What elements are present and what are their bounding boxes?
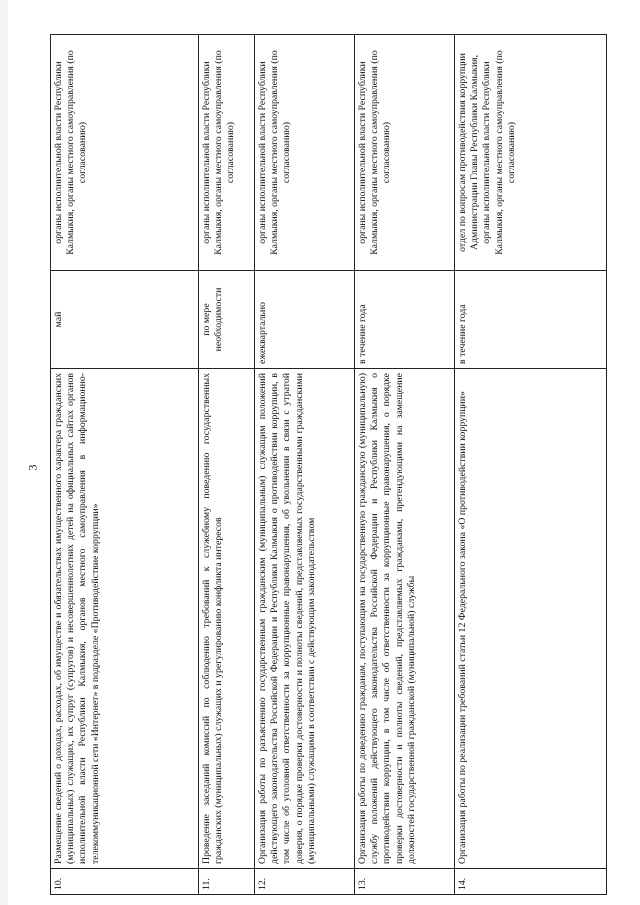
rotated-table-container (50, 35, 606, 895)
measure-description: Организация работы по реализации требований статьи 12 Федерального закона «О противодействии коррупции» (455, 369, 607, 869)
measure-description: Организация работы по разъяснению государственным гражданским (муниципальным) служащим положений действующего законодательства Российской Федерации и Республики Калмыкия о противодействии коррупции, в том числе об уголовной ответственности за коррупционные правонарушения, об увольнении в связи с утратой доверия, о порядке проверки достоверности и полноты сведений, представляемых государственными гражданскими (муниципальными) служащими в соответствии с действующим законодательством (255, 369, 355, 869)
row-number: 12. (255, 869, 355, 895)
table-row (255, 35, 355, 895)
measure-executor: отдел по вопросам противодействия коррупции Администрации Главы Республики Калмыкия, органы исполнительной власти Республики Калмыкия, органы местного самоуправления (по согласованию) (455, 35, 607, 271)
table-row (455, 35, 607, 895)
measure-executor: органы исполнительной власти Республики Калмыкия, органы местного самоуправления (по согласованию) (255, 35, 355, 271)
row-number: 10. (51, 869, 199, 895)
measure-term: май (51, 271, 199, 369)
measure-executor: органы исполнительной власти Республики Калмыкия, органы местного самоуправления (по согласованию) (51, 35, 199, 271)
page-number: 3 (25, 464, 40, 471)
table-row (51, 35, 199, 895)
measure-term: в течение года (455, 271, 607, 369)
measure-description: Организация работы по доведению гражданам, поступающим на государственную гражданскую (муниципальную) службу положений действующего законодательства Российской Федерации и Республики Калмыкия о противодействии коррупции, в том числе об ответственности за коррупционные правонарушения, о порядке проверки достоверности и полноты сведений, представляемых гражданами, претендующими на замещение должностей государственной гражданской (муниципальной) службы (355, 369, 455, 869)
measure-executor: органы исполнительной власти Республики Калмыкия, органы местного самоуправления (по согласованию) (199, 35, 255, 271)
measure-description: Размещение сведений о доходах, расходах, об имуществе и обязательствах имущественного характера гражданских (муниципальных) служащих, их супруг (супругов) и несовершеннолетних детей на официальных сайтах органов исполнительной власти Республики Калмыкия, органов местного самоуправления в информационно-телекоммуникационной сети «Интернет» в подразделе «Противодействие коррупции» (51, 369, 199, 869)
measure-executor: органы исполнительной власти Республики Калмыкия, органы местного самоуправления (по согласованию) (355, 35, 455, 271)
row-number: 14. (455, 869, 607, 895)
scan-edge (0, 0, 8, 905)
measure-term: по мере необходимости (199, 271, 255, 369)
measures-table (50, 34, 607, 895)
measure-term: в течение года (355, 271, 455, 369)
table-row (199, 35, 255, 895)
row-number: 13. (355, 869, 455, 895)
row-number: 11. (199, 869, 255, 895)
measure-description: Проведение заседаний комиссий по соблюдению требований к служебному поведению государственных гражданских (муниципальных) служащих и урегулированию конфликта интересов (199, 369, 255, 869)
measure-term: ежеквартально (255, 271, 355, 369)
table-row (355, 35, 455, 895)
